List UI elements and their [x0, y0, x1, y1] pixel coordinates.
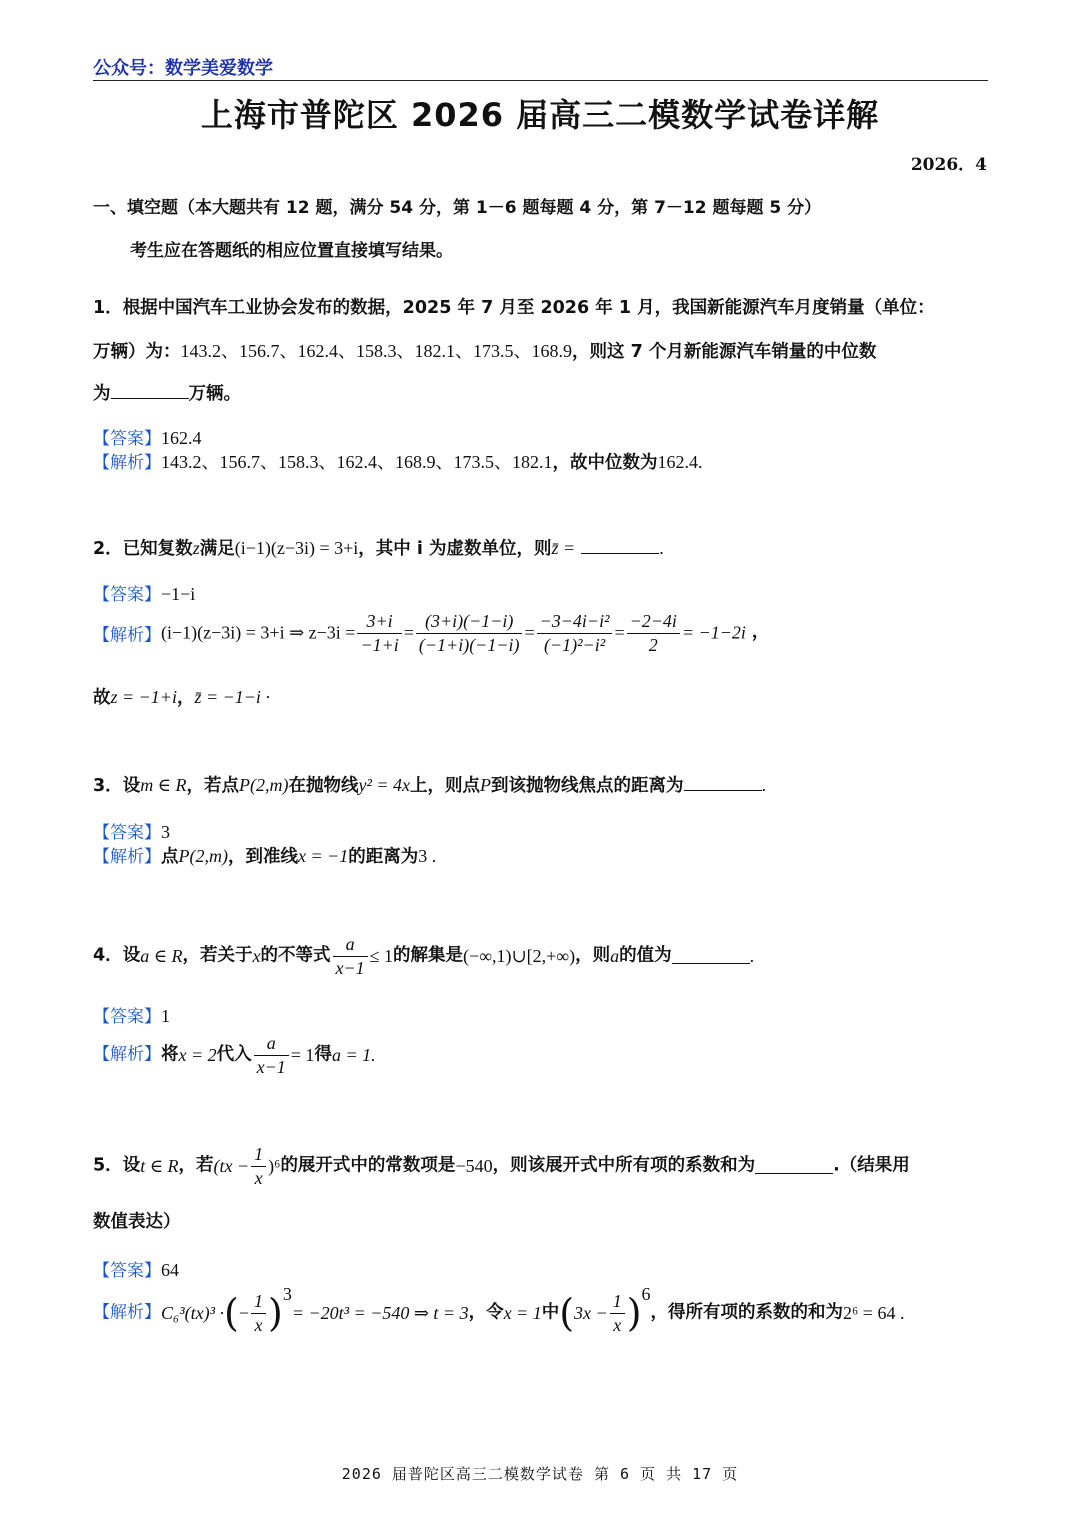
q3-answer-value: 3: [161, 822, 170, 842]
q1-analysis-text: ，故中位数为: [552, 453, 658, 473]
q5-an-zhong: 中: [541, 1302, 560, 1323]
q2-comma: ，: [751, 622, 770, 643]
q1-line1: [93, 300, 935, 318]
q5-fraction: [251, 1143, 266, 1189]
q1-line2: [93, 342, 876, 362]
q2-stem: 2．已知复数z满足(i−1)(z−3i) = 3+i，其中 i 为虚数单位，则z̄ = .: [93, 538, 664, 559]
q5-number: 5．: [93, 1155, 123, 1176]
q2-fraction-1: [357, 610, 401, 656]
q4-an-b: 代入: [216, 1044, 252, 1065]
q4-an-result: a = 1.: [331, 1045, 376, 1065]
section-instruction: 考生应在答题纸的相应位置直接填写结果。: [130, 241, 453, 261]
q4-a-in-R: a ∈ R: [140, 946, 183, 966]
q3-parabola: y² = 4x: [358, 775, 411, 795]
q1-text-3a: 为: [93, 384, 111, 404]
q2-fraction-4: [627, 610, 680, 656]
q5-blank: [755, 1159, 833, 1174]
analysis-tag: 【解析】: [93, 847, 161, 867]
q5-t-in-R: t ∈ R: [140, 1156, 179, 1176]
answer-tag: 【答案】: [93, 1261, 161, 1281]
q3-text-pre: 设: [122, 776, 141, 796]
q5-f-den: x: [254, 1167, 263, 1188]
q5-an-result: 2⁶ = 64 .: [843, 1303, 905, 1323]
header-divider: [93, 80, 988, 81]
q4-ineq: ≤ 1: [369, 946, 394, 966]
q1-line3: [93, 384, 241, 404]
q3-point: P(2,m): [239, 775, 289, 795]
q3-text-mid: ，若点: [186, 776, 240, 796]
q3-m-in-R: m ∈ R: [140, 775, 187, 795]
q5-constant: −540: [455, 1156, 493, 1176]
q2-var-z: z: [192, 538, 200, 558]
q5-an-x: x = 1: [503, 1303, 542, 1323]
q3-an-a: 点: [161, 847, 179, 867]
q2-result: = −1−2i: [681, 622, 746, 643]
q2-f2-num: (3+i)(−1−i): [416, 610, 523, 634]
q2-fraction-3: [537, 610, 613, 656]
q3-an-value: 3 .: [418, 846, 437, 866]
exam-date: 2026．4: [910, 155, 987, 175]
q4-text-pre: 设: [122, 945, 141, 966]
q1-blank: [111, 384, 189, 399]
q4-var-a: a: [610, 946, 620, 966]
answer-tag: 【答案】: [93, 1007, 161, 1027]
q4-an-a: 将: [161, 1044, 179, 1065]
page-footer: 2026 届普陀区高三二模数学试卷 第 6 页 共 17 页: [341, 1465, 739, 1483]
q3-stem: 3．设m ∈ R，若点P(2,m)在抛物线y² = 4x上，则点P到该抛物线焦点的距离为 .: [93, 775, 767, 796]
q3-text-post: 上，则点: [410, 776, 481, 796]
section-heading: 一、填空题（本大题共有 12 题，满分 54 分，第 1－6 题每题 4 分，第 7－12 题每题 5 分）: [93, 198, 822, 218]
q5-stem: [93, 1143, 910, 1189]
q5-an-mid: ，令: [468, 1302, 504, 1323]
q4-number: 4．: [93, 945, 123, 966]
q5-an-fraction-2: [610, 1290, 625, 1336]
q5-an-3x: 3x −: [574, 1303, 608, 1323]
left-paren: (: [224, 1291, 239, 1335]
q4-stem: 4．设a ∈ R，若关于x的不等式 $\frac{a}{x-1}$ ≤ 1的解集是(−∞,1)∪[2,+∞)，则a的值为 .: [93, 934, 755, 978]
q1-analysis: [93, 453, 703, 473]
q2-step1: (i−1)(z−3i) = 3+i ⇒ z−3i =: [161, 622, 356, 643]
analysis-tag: 【解析】: [93, 1302, 161, 1323]
q5-an-f2-den: x: [613, 1314, 622, 1335]
q4-an-f-den: x−1: [256, 1056, 286, 1077]
q4-blank: [672, 949, 750, 964]
q5-line2: 数值表达）: [93, 1212, 181, 1232]
q2-f3-den: (−1)²−i²: [544, 634, 606, 655]
q4-analysis: [93, 1032, 376, 1078]
q5-expr-b: )⁶: [268, 1156, 281, 1176]
q5-analysis: 【解析】C₆³(tx)³ ·(− $\frac{1}{x}$ )$^3$= −20t³ = −540 ⇒ t = 3，令x = 1中(3x − $\frac{1}{x}$ )$^6$，得所有项的系数的和为2⁶ = 64 .: [93, 1284, 905, 1335]
q4-an-f-num: a: [254, 1032, 289, 1056]
q4-answer: [93, 1002, 170, 1027]
q3-text-post2: 到该抛物线焦点的距离为: [491, 776, 684, 796]
q4-an-c: 得: [314, 1044, 332, 1065]
q4-an-fraction: [254, 1032, 289, 1078]
q2-f1-den: −1+i: [360, 634, 399, 655]
q1-text-3b: 万辆。: [188, 384, 241, 404]
q2-text-pre: 已知复数: [122, 539, 193, 559]
q2-zbar-value: z̄ = −1−i ·: [194, 687, 270, 707]
page-title: 上海市普陀区 2026 届高三二模数学试卷详解: [200, 96, 880, 134]
q4-text-mid3: 的解集是: [393, 945, 464, 966]
q2-conclusion: 故z = −1+i，z̄ = −1−i ·: [93, 687, 270, 708]
q4-f-den: x−1: [335, 957, 365, 978]
q2-zbar: z̄ =: [551, 538, 576, 558]
left-paren: (: [559, 1291, 575, 1335]
q4-an-eq: = 1: [290, 1045, 315, 1065]
q3-answer: [93, 818, 170, 843]
analysis-tag: 【解析】: [93, 453, 161, 473]
q5-expr-a: (tx −: [213, 1156, 250, 1176]
q1-analysis-data: 143.2、156.7、158.3、162.4、168.9、173.5、182.1: [161, 452, 553, 472]
q3-directrix: x = −1: [297, 846, 349, 866]
q1-text-2a: 万辆）为：: [93, 342, 181, 362]
q1-answer: [93, 424, 202, 449]
q5-answer: [93, 1256, 179, 1281]
q4-var-x: x: [252, 946, 261, 966]
q2-f2-den: (−1+i)(−1−i): [418, 634, 520, 655]
q4-an-x: x = 2: [178, 1045, 217, 1065]
q2-f4-den: 2: [648, 634, 658, 655]
q3-point-P: P: [480, 775, 492, 795]
answer-tag: 【答案】: [93, 585, 161, 605]
q2-fraction-2: [416, 610, 523, 656]
q5-an-f2-num: 1: [610, 1290, 625, 1314]
q4-text-mid2: 的不等式: [260, 945, 331, 966]
answer-tag: 【答案】: [93, 823, 161, 843]
q5-an-f1-num: 1: [251, 1290, 266, 1314]
q2-text-post: ，其中 i 为虚数单位，则: [358, 539, 552, 559]
q2-text-mid: 满足: [199, 539, 235, 559]
q2-answer: [93, 580, 195, 605]
q1-text-2b: ，则这 7 个月新能源汽车销量的中位数: [572, 342, 877, 362]
q1-analysis-result: 162.4.: [657, 452, 703, 472]
q5-f-num: 1: [251, 1143, 266, 1167]
right-paren: ): [626, 1291, 642, 1335]
q4-text-post2: 的值为: [619, 945, 672, 966]
q1-data: 143.2、156.7、162.4、158.3、182.1、173.5、168.9: [180, 341, 572, 361]
q5-an-f1-den: x: [254, 1314, 263, 1335]
q5-text-post2: .（结果用: [833, 1155, 910, 1176]
q5-text-mid: ，若: [178, 1155, 214, 1176]
q1-number: 1．: [93, 298, 123, 318]
q1-answer-value: 162.4: [161, 428, 202, 448]
q5-an-fraction-1: [251, 1290, 266, 1336]
q5-answer-value: 64: [161, 1260, 179, 1280]
q2-equation: (i−1)(z−3i) = 3+i: [234, 538, 359, 558]
q2-number: 2．: [93, 539, 123, 559]
right-paren: ): [268, 1291, 283, 1335]
q2-gu: 故: [93, 688, 111, 708]
analysis-tag: 【解析】: [93, 625, 161, 646]
analysis-tag: 【解析】: [93, 1044, 161, 1065]
q2-f3-num: −3−4i−i²: [537, 610, 613, 634]
q1-text-1: 根据中国汽车工业协会发布的数据，2025 年 7 月至 2026 年 1 月，我国新能源汽车月度销量（单位：: [122, 298, 935, 318]
q4-answer-value: 1: [161, 1006, 170, 1026]
q3-an-c: 的距离为: [348, 847, 419, 867]
q4-solution-set: (−∞,1)∪[2,+∞): [463, 946, 576, 966]
q2-answer-value: −1−i: [161, 584, 196, 604]
q5-text-pre: 设: [122, 1155, 141, 1176]
q5-an-eq: = −20t³ = −540 ⇒ t = 3: [291, 1303, 469, 1323]
q3-number: 3．: [93, 776, 123, 796]
q2-f4-num: −2−4i: [627, 610, 680, 634]
q5-an-end: ，得所有项的系数的和为: [650, 1302, 844, 1323]
q2-z-value: z = −1+i: [110, 687, 177, 707]
answer-tag: 【答案】: [93, 429, 161, 449]
q3-analysis: [93, 847, 436, 867]
q5-text-post: ，则该展开式中所有项的系数和为: [492, 1155, 756, 1176]
q5-text-mid2: 的展开式中的常数项是: [280, 1155, 456, 1176]
q2-f1-num: 3+i: [357, 610, 401, 634]
q3-an-b: ，到准线: [227, 847, 298, 867]
q4-text-post: ，则: [575, 945, 611, 966]
q4-text-mid: ，若关于: [182, 945, 253, 966]
q2-blank: [581, 539, 659, 554]
q4-f-num: a: [333, 933, 368, 957]
q3-blank: [684, 776, 762, 791]
q3-text-mid2: 在抛物线: [288, 776, 359, 796]
q2-analysis: 【解析】(i−1)(z−3i) = 3+i ⇒ z−3i = $\frac{3+i}{-1+i}$ = $\frac{(3+i)(-1-i)}{(-1+i)(-1-i)}$ = $\frac{\text{−3−4i−i²}}{\text{(−1)²−i²}}$ = $\frac{-2-4i}{2}$ = −1−2i ，: [93, 611, 770, 655]
q5-binomial: C₆³(tx)³ ·: [161, 1303, 225, 1323]
wechat-account: 公众号：数学美爱数学: [93, 58, 273, 79]
q4-fraction: [333, 933, 368, 979]
q3-an-point: P(2,m): [178, 846, 228, 866]
